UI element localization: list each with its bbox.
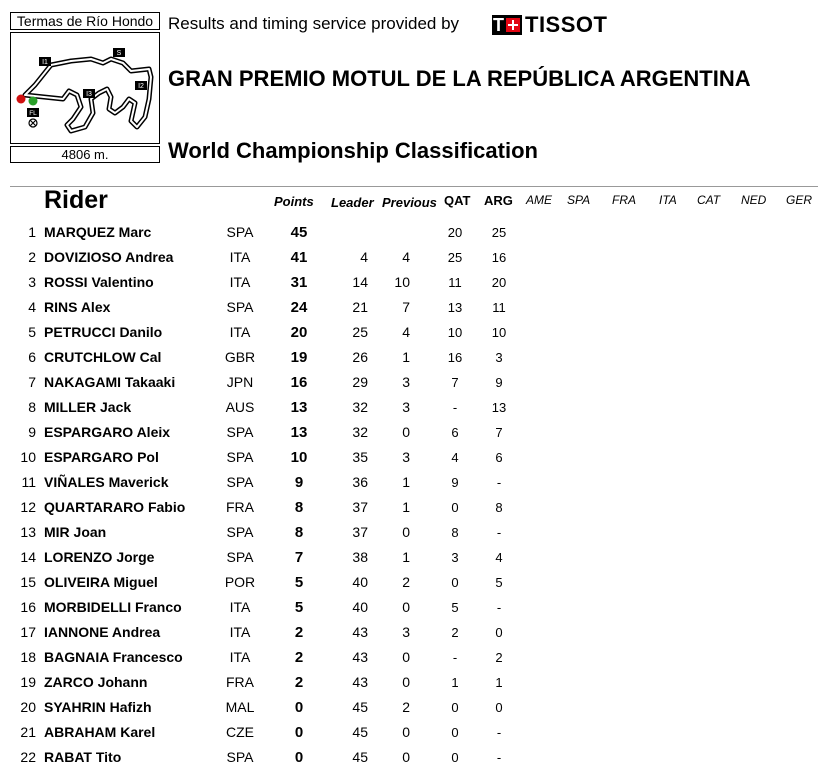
points: 13 [290,424,308,441]
points: 9 [294,474,304,491]
table-row [0,595,820,620]
rank: 3 [28,274,36,290]
gap-to-previous: 4 [402,249,410,265]
gap-to-previous: 3 [402,449,410,465]
arg-points: - [496,725,502,740]
table-row [0,670,820,695]
rider-name: QUARTARARO Fabio [44,499,186,515]
arg-points: 5 [495,575,503,590]
points: 19 [290,349,308,366]
points: 10 [290,449,308,466]
table-row [0,720,820,745]
qat-points: 11 [448,275,462,290]
table-row [0,345,820,370]
points: 31 [290,274,308,291]
gap-to-leader: 35 [352,449,368,465]
rider-name: ESPARGARO Pol [44,449,159,465]
qat-points: 0 [451,575,459,590]
tissot-logo-mark: T [492,15,522,35]
qat-points: 10 [447,325,463,340]
points: 41 [290,249,308,266]
service-text: Results and timing service provided by [168,14,460,33]
rank: 10 [20,449,36,465]
arg-points: 13 [491,400,507,415]
gap-to-previous: 0 [402,674,410,690]
qat-points: 16 [447,350,463,365]
nationality: SPA [226,524,254,540]
rank: 15 [20,574,36,590]
table-row [0,370,820,395]
points: 8 [294,524,304,541]
gap-to-leader: 36 [352,474,368,490]
qat-points: 9 [451,475,459,490]
nationality: MAL [225,699,255,715]
qat-points: 20 [447,225,463,240]
gap-to-previous: 2 [402,574,410,590]
nationality: ITA [229,599,251,615]
gap-to-leader: 37 [352,499,368,515]
gap-to-previous: 2 [402,699,410,715]
arg-points: 4 [495,550,503,565]
tissot-logo [492,14,607,36]
nationality: SPA [226,474,254,490]
gap-to-previous: 3 [402,624,410,640]
gap-to-previous: 0 [402,649,410,665]
rider-name: LORENZO Jorge [44,549,155,565]
event-title: GRAN PREMIO MOTUL DE LA REPÚBLICA ARGENTINA [168,66,751,91]
gap-to-previous: 0 [402,424,410,440]
points: 20 [290,324,308,341]
finish-marker-icon [29,97,38,106]
rank: 19 [20,674,36,690]
qat-points: 0 [451,700,459,715]
track-map-icon [11,33,159,143]
points: 7 [294,549,304,566]
gap-to-leader: 4 [360,249,368,265]
tissot-logo-word: TISSOT [525,12,608,37]
points: 45 [290,224,308,241]
gap-to-leader: 32 [352,399,368,415]
track-name: Termas de Río Hondo [10,12,160,30]
nationality: ITA [229,274,251,290]
gap-to-previous: 0 [402,524,410,540]
rank: 14 [20,549,36,565]
gap-to-leader: 40 [352,574,368,590]
nationality: ITA [229,249,251,265]
gap-to-leader: 43 [352,674,368,690]
arg-points: 6 [495,450,503,465]
nationality: SPA [226,299,254,315]
rider-name: RABAT Tito [44,749,122,765]
table-row [0,570,820,595]
rider-name: RINS Alex [44,299,111,315]
nationality: SPA [226,749,254,765]
rank: 21 [20,724,36,740]
rider-name: IANNONE Andrea [44,624,161,640]
gap-to-leader: 43 [352,649,368,665]
col-header-ger: GER [786,193,813,207]
gap-to-leader: 40 [352,599,368,615]
qat-points: 4 [451,450,459,465]
rank: 18 [20,649,36,665]
nationality: JPN [226,374,254,390]
rank: 11 [21,474,36,490]
col-header-spa: SPA [567,193,591,207]
gap-to-previous: 10 [394,274,410,290]
rider-name: ESPARGARO Aleix [44,424,171,440]
rider-name: ROSSI Valentino [44,274,154,290]
arg-points: 1 [495,675,503,690]
rank: 22 [20,749,36,765]
nationality: POR [224,574,256,590]
rider-name: CRUTCHLOW Cal [44,349,162,365]
table-row [0,520,820,545]
col-header-previous: Previous [382,195,437,210]
track-map [10,32,160,144]
gap-to-leader: 43 [352,624,368,640]
start-marker-icon [17,95,26,104]
nationality: ITA [229,324,251,340]
gap-to-previous: 0 [402,749,410,765]
arg-points: - [496,600,502,615]
col-header-fra: FRA [612,193,636,207]
arg-points: - [496,525,502,540]
gap-to-leader: 14 [352,274,368,290]
arg-points: 2 [495,650,503,665]
table-row [0,395,820,420]
track-length: 4806 m. [10,146,160,163]
rider-name: MILLER Jack [44,399,132,415]
points: 8 [294,499,304,516]
arg-points: 0 [495,700,503,715]
gap-to-previous: 1 [402,549,410,565]
col-header-points: Points [274,194,314,209]
gap-to-leader: 37 [352,524,368,540]
points: 13 [290,399,308,416]
qat-points: 5 [451,600,459,615]
gap-to-leader: 45 [352,699,368,715]
arg-points: 3 [495,350,503,365]
qat-points: 0 [451,500,459,515]
rank: 20 [20,699,36,715]
gap-to-previous: 1 [402,349,410,365]
rider-name: NAKAGAMI Takaaki [44,374,176,390]
arg-points: 16 [491,250,507,265]
gap-to-leader: 32 [352,424,368,440]
sector-i2-label: I2 [138,83,144,90]
gap-to-previous: 4 [402,324,410,340]
rank: 6 [28,349,36,365]
qat-points: 8 [451,525,459,540]
col-header-qat: QAT [444,193,471,208]
arg-points: 25 [491,225,507,240]
nationality: SPA [226,549,254,565]
sector-s-label: S [116,50,122,57]
table-row [0,620,820,645]
table-row [0,220,820,245]
rank: 8 [28,399,36,415]
arg-points: 7 [495,425,503,440]
gap-to-previous: 0 [402,724,410,740]
points: 0 [294,724,304,741]
qat-points: 3 [451,550,459,565]
points: 16 [290,374,308,391]
qat-points: 2 [451,625,459,640]
rider-name: BAGNAIA Francesco [44,649,183,665]
rank: 17 [20,624,36,640]
col-header-ame: AME [526,193,553,207]
rank: 13 [20,524,36,540]
table-row [0,420,820,445]
table-row [0,445,820,470]
gap-to-previous: 1 [402,474,410,490]
standings-table [0,220,820,770]
table-row [0,745,820,770]
qat-points: 1 [451,675,459,690]
points: 5 [294,574,304,591]
table-row [0,470,820,495]
arg-points: 10 [491,325,507,340]
gap-to-previous: 7 [402,299,410,315]
sector-i1-label: I1 [42,59,48,66]
points: 0 [294,749,304,766]
nationality: SPA [226,449,254,465]
rider-name: PETRUCCI Danilo [44,324,163,340]
qat-points: 0 [451,750,459,765]
rank: 9 [28,424,36,440]
points: 2 [294,674,304,691]
rider-name: MORBIDELLI Franco [44,599,182,615]
col-header-leader: Leader [331,195,374,210]
table-row [0,245,820,270]
gap-to-previous: 3 [402,399,410,415]
table-row [0,695,820,720]
table-row [0,495,820,520]
rank: 7 [28,374,36,390]
sector-i3-label: I3 [86,91,92,98]
qat-points: 13 [447,300,463,315]
gap-to-previous: 1 [402,499,410,515]
nationality: ITA [229,624,251,640]
nationality: ITA [229,649,251,665]
rider-name: DOVIZIOSO Andrea [44,249,174,265]
col-header-arg: ARG [484,193,513,208]
rank: 1 [28,224,36,240]
gap-to-leader: 25 [352,324,368,340]
table-header [0,186,820,214]
gap-to-leader: 29 [352,374,368,390]
gap-to-previous: 0 [402,599,410,615]
nationality: GBR [224,349,256,365]
col-header-ita: ITA [659,193,677,207]
qat-points: 6 [451,425,459,440]
points: 2 [294,624,304,641]
table-row [0,545,820,570]
finish-line-label: FL [29,110,37,117]
col-header-rider: Rider [44,186,108,214]
points: 24 [290,299,308,316]
qat-points: 25 [447,250,463,265]
nationality: FRA [226,674,254,690]
rider-name: ZARCO Johann [44,674,148,690]
points: 5 [294,599,304,616]
table-row [0,320,820,345]
rider-name: OLIVEIRA Miguel [44,574,158,590]
col-header-cat: CAT [697,193,721,207]
arg-points: 9 [495,375,503,390]
rider-name: MIR Joan [44,524,107,540]
table-row [0,295,820,320]
rank: 5 [28,324,36,340]
nationality: CZE [226,724,254,740]
rank: 4 [28,299,36,315]
gap-to-leader: 45 [352,749,368,765]
rank: 16 [20,599,36,615]
qat-points: - [452,400,458,415]
gap-to-leader: 45 [352,724,368,740]
arg-points: 8 [495,500,503,515]
document-title: World Championship Classification [168,138,538,163]
rank: 12 [20,499,36,515]
points: 2 [294,649,304,666]
col-header-ned: NED [741,193,767,207]
gap-to-previous: 3 [402,374,410,390]
rider-name: SYAHRIN Hafizh [44,699,152,715]
nationality: AUS [225,399,255,415]
nationality: FRA [226,499,254,515]
arg-points: 0 [495,625,503,640]
points: 0 [294,699,304,716]
rider-name: MARQUEZ Marc [44,224,152,240]
arg-points: 11 [492,300,506,315]
qat-points: 7 [451,375,459,390]
rider-name: VIÑALES Maverick [44,474,169,490]
nationality: SPA [226,224,254,240]
arg-points: - [496,475,502,490]
rank: 2 [28,249,36,265]
gap-to-leader: 21 [352,299,368,315]
qat-points: 0 [451,725,459,740]
gap-to-leader: 26 [352,349,368,365]
nationality: SPA [226,424,254,440]
arg-points: 20 [491,275,507,290]
table-row [0,645,820,670]
qat-points: - [452,650,458,665]
arg-points: - [496,750,502,765]
table-row [0,270,820,295]
gap-to-leader: 38 [352,549,368,565]
rider-name: ABRAHAM Karel [44,724,156,740]
